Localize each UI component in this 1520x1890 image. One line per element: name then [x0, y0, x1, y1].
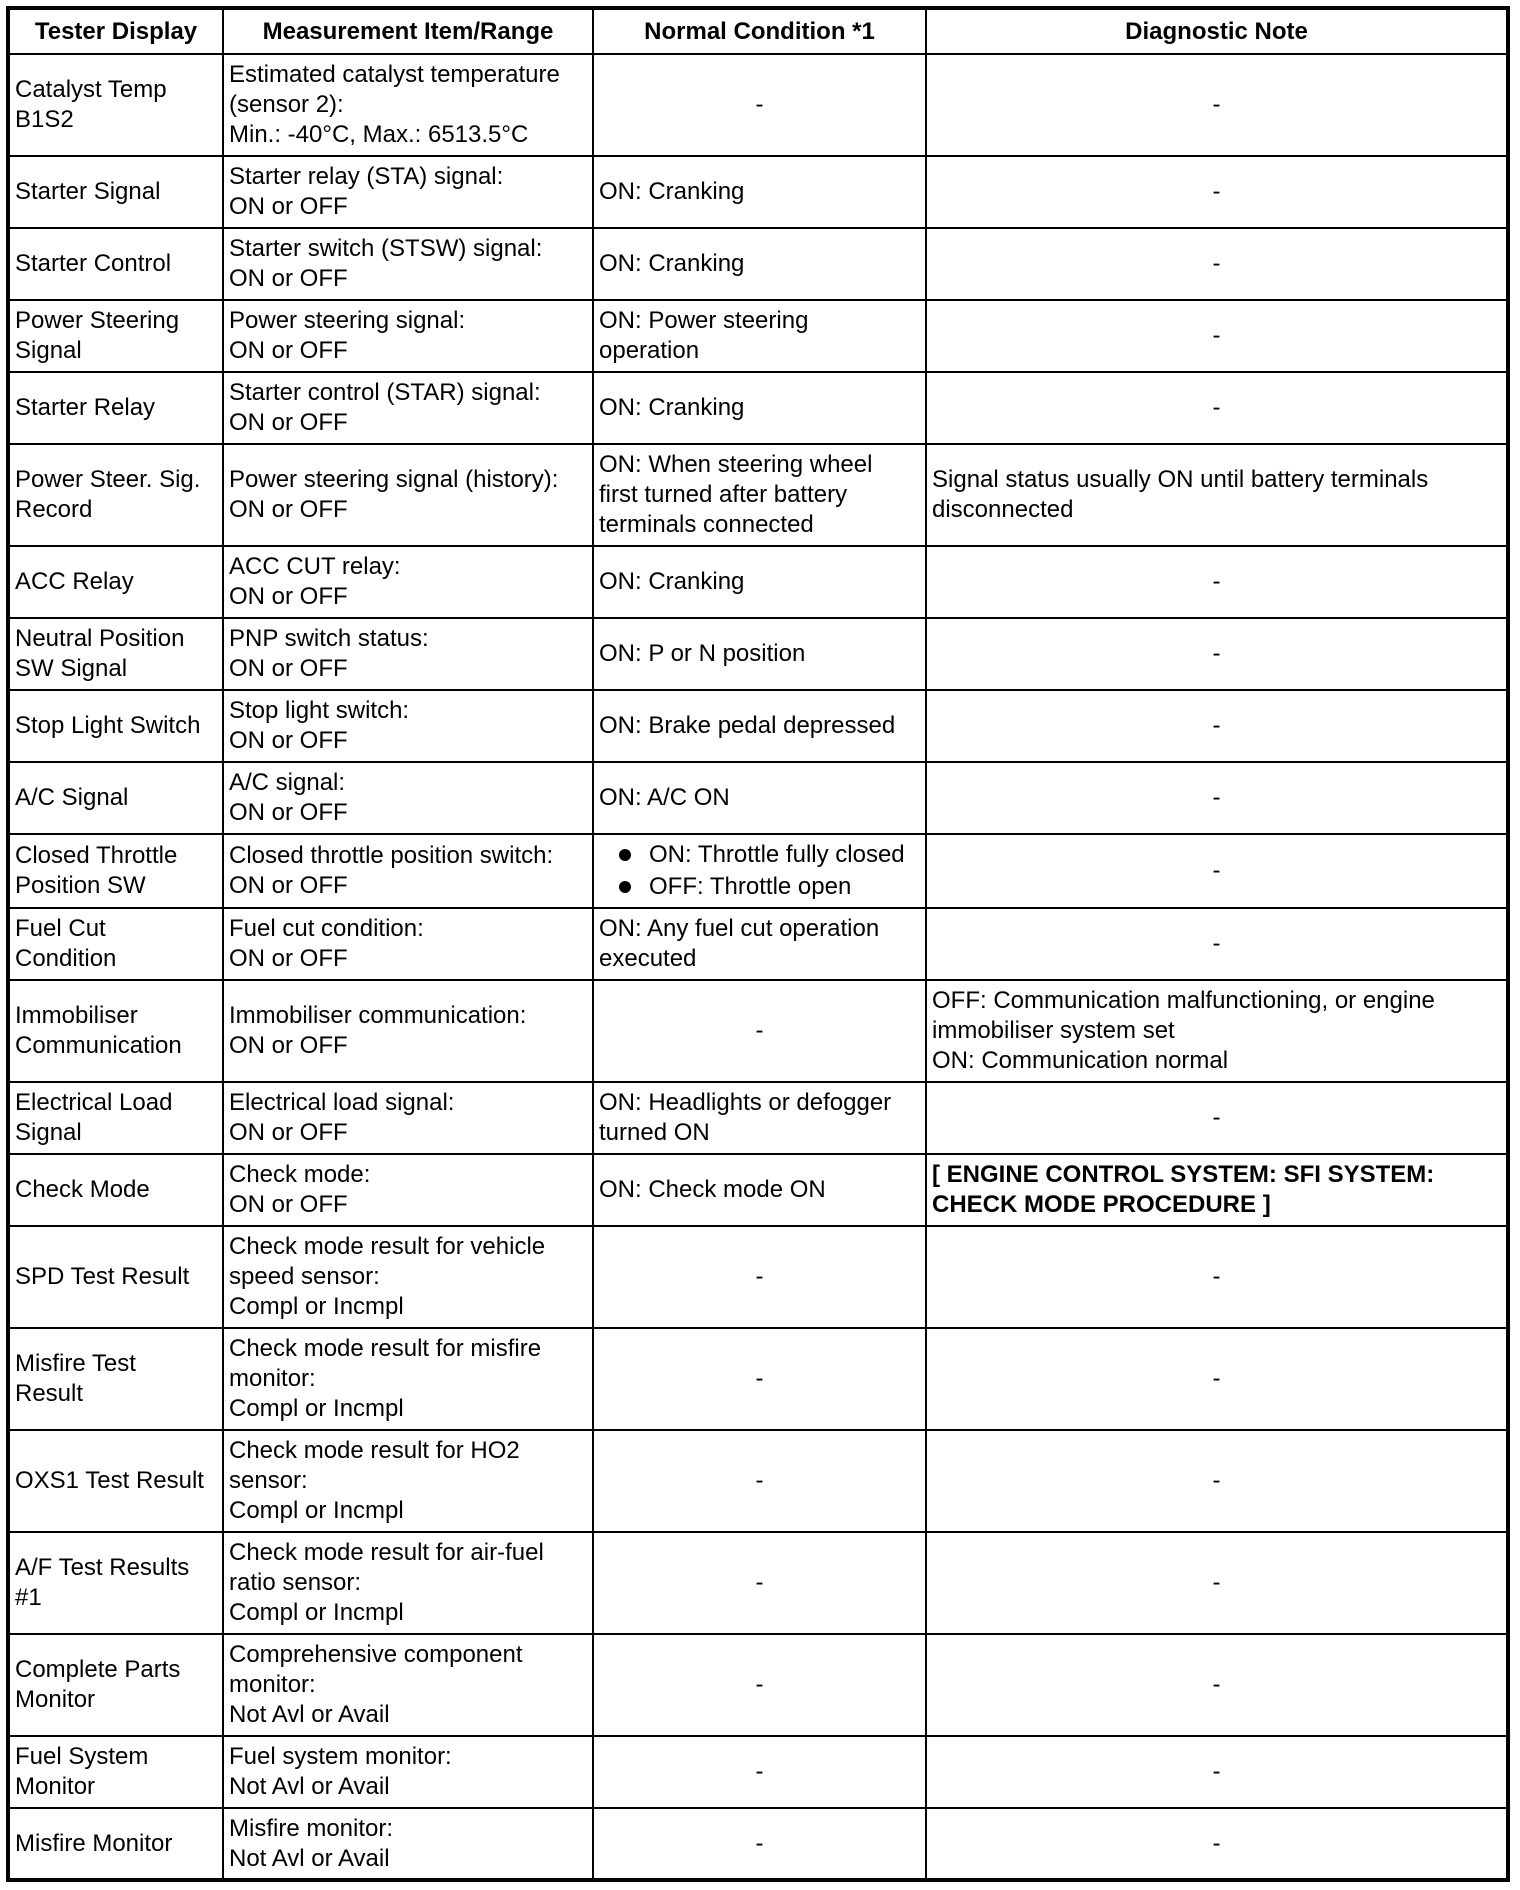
normal-condition-cell: - [593, 1226, 926, 1328]
diagnostic-note-cell: - [926, 228, 1508, 300]
measurement-cell: Estimated catalyst temperature (sensor 2): Min.: -40°C, Max.: 6513.5°C [223, 54, 593, 156]
measurement-cell: Check mode: ON or OFF [223, 1154, 593, 1226]
tester-display-cell: A/F Test Results #1 [8, 1532, 223, 1634]
tester-display-cell: Starter Control [8, 228, 223, 300]
tester-display-cell: Starter Signal [8, 156, 223, 228]
diagnostic-note-cell: - [926, 1736, 1508, 1808]
diagnostic-note-cell: - [926, 690, 1508, 762]
measurement-cell: Stop light switch: ON or OFF [223, 690, 593, 762]
diagnostic-note-cell: - [926, 908, 1508, 980]
normal-condition-cell: ON: Any fuel cut operation executed [593, 908, 926, 980]
table-row [8, 1736, 1508, 1808]
diagnostic-note-cell: - [926, 1226, 1508, 1328]
header-normal-condition: Normal Condition *1 [593, 8, 926, 54]
measurement-cell: ACC CUT relay: ON or OFF [223, 546, 593, 618]
normal-condition-cell: ON: P or N position [593, 618, 926, 690]
measurement-cell: Check mode result for air-fuel ratio sensor: Compl or Incmpl [223, 1532, 593, 1634]
diagnostic-note-cell: - [926, 762, 1508, 834]
measurement-cell: Comprehensive component monitor: Not Avl or Avail [223, 1634, 593, 1736]
header-row [8, 8, 1508, 54]
normal-condition-cell: - [593, 1430, 926, 1532]
tester-display-cell: SPD Test Result [8, 1226, 223, 1328]
normal-condition-cell: - [593, 1328, 926, 1430]
table-row [8, 546, 1508, 618]
diagnostic-note-cell: - [926, 1430, 1508, 1532]
table-row [8, 1226, 1508, 1328]
measurement-cell: Check mode result for misfire monitor: Compl or Incmpl [223, 1328, 593, 1430]
normal-condition-cell: ON: Cranking [593, 372, 926, 444]
tester-display-cell: Check Mode [8, 1154, 223, 1226]
diagnostic-note-cell: - [926, 1082, 1508, 1154]
table-row [8, 54, 1508, 156]
normal-condition-cell: ON: A/C ON [593, 762, 926, 834]
measurement-cell: Fuel system monitor: Not Avl or Avail [223, 1736, 593, 1808]
diagnostic-note-cell: - [926, 546, 1508, 618]
table-row [8, 444, 1508, 546]
diagnostic-note-cell: - [926, 1808, 1508, 1880]
normal-condition-cell: ON: Cranking [593, 546, 926, 618]
measurement-cell: Immobiliser communication: ON or OFF [223, 980, 593, 1082]
diagnostic-note-cell: - [926, 834, 1508, 908]
tester-display-cell: Fuel System Monitor [8, 1736, 223, 1808]
table-row [8, 1532, 1508, 1634]
bullet-item: OFF: Throttle open [619, 871, 920, 903]
tester-display-cell: Immobiliser Communication [8, 980, 223, 1082]
diagnostic-note-cell: - [926, 372, 1508, 444]
header-measurement-item: Measurement Item/Range [223, 8, 593, 54]
bullet-item: ON: Throttle fully closed [619, 839, 920, 871]
normal-condition-cell: - [593, 54, 926, 156]
diagnostic-note-cell: OFF: Communication malfunctioning, or engine immobiliser system set ON: Communication normal [926, 980, 1508, 1082]
tester-display-cell: Electrical Load Signal [8, 1082, 223, 1154]
measurement-cell: Closed throttle position switch: ON or OFF [223, 834, 593, 908]
diagnostic-note-cell: - [926, 54, 1508, 156]
measurement-cell: Misfire monitor: Not Avl or Avail [223, 1808, 593, 1880]
normal-condition-cell: ON: Cranking [593, 156, 926, 228]
table-row [8, 1328, 1508, 1430]
diagnostic-note-cell: - [926, 618, 1508, 690]
measurement-cell: PNP switch status: ON or OFF [223, 618, 593, 690]
normal-condition-cell: - [593, 1808, 926, 1880]
normal-condition-cell [593, 834, 926, 908]
diagnostic-note-cell: Signal status usually ON until battery terminals disconnected [926, 444, 1508, 546]
diagnostic-note-link[interactable]: [ ENGINE CONTROL SYSTEM: SFI SYSTEM: CHECK MODE PROCEDURE ] [926, 1154, 1508, 1226]
table-row [8, 690, 1508, 762]
diagnostic-note-cell: - [926, 1634, 1508, 1736]
diagnostic-note-cell: - [926, 300, 1508, 372]
normal-condition-cell: ON: Headlights or defogger turned ON [593, 1082, 926, 1154]
normal-condition-cell: ON: Power steering operation [593, 300, 926, 372]
tester-display-cell: Closed Throttle Position SW [8, 834, 223, 908]
measurement-cell: Fuel cut condition: ON or OFF [223, 908, 593, 980]
normal-condition-cell: - [593, 1736, 926, 1808]
bullet-icon [619, 849, 631, 861]
measurement-cell: Power steering signal: ON or OFF [223, 300, 593, 372]
tester-display-cell: Neutral Position SW Signal [8, 618, 223, 690]
table-row [8, 834, 1508, 908]
tester-display-cell: Power Steering Signal [8, 300, 223, 372]
normal-condition-cell: ON: Brake pedal depressed [593, 690, 926, 762]
tester-display-cell: Power Steer. Sig. Record [8, 444, 223, 546]
diagnostic-note-cell: - [926, 1328, 1508, 1430]
measurement-cell: Starter switch (STSW) signal: ON or OFF [223, 228, 593, 300]
normal-condition-cell: ON: Check mode ON [593, 1154, 926, 1226]
measurement-cell: Starter control (STAR) signal: ON or OFF [223, 372, 593, 444]
table-row [8, 300, 1508, 372]
tester-display-cell: Starter Relay [8, 372, 223, 444]
table-row [8, 762, 1508, 834]
normal-condition-bullets [599, 839, 920, 903]
measurement-cell: Check mode result for vehicle speed sensor: Compl or Incmpl [223, 1226, 593, 1328]
tester-display-cell: Stop Light Switch [8, 690, 223, 762]
tester-display-cell: Misfire Test Result [8, 1328, 223, 1430]
tester-display-cell: A/C Signal [8, 762, 223, 834]
header-diagnostic-note: Diagnostic Note [926, 8, 1508, 54]
tester-display-cell: ACC Relay [8, 546, 223, 618]
measurement-cell: A/C signal: ON or OFF [223, 762, 593, 834]
tester-display-cell: Fuel Cut Condition [8, 908, 223, 980]
tester-display-cell: Misfire Monitor [8, 1808, 223, 1880]
measurement-cell: Check mode result for HO2 sensor: Compl or Incmpl [223, 1430, 593, 1532]
tester-display-cell: Catalyst Temp B1S2 [8, 54, 223, 156]
normal-condition-cell: - [593, 1634, 926, 1736]
normal-condition-cell: - [593, 980, 926, 1082]
table-row [8, 1430, 1508, 1532]
diagnostic-note-cell: - [926, 156, 1508, 228]
table-row [8, 228, 1508, 300]
tester-data-table [6, 6, 1510, 1882]
measurement-cell: Power steering signal (history): ON or OFF [223, 444, 593, 546]
diagnostic-note-cell: - [926, 1532, 1508, 1634]
table-row [8, 980, 1508, 1082]
table-row [8, 1808, 1508, 1880]
normal-condition-cell: - [593, 1532, 926, 1634]
measurement-cell: Starter relay (STA) signal: ON or OFF [223, 156, 593, 228]
table-row [8, 618, 1508, 690]
header-tester-display: Tester Display [8, 8, 223, 54]
table-row [8, 1634, 1508, 1736]
table-row [8, 1082, 1508, 1154]
bullet-icon [619, 881, 631, 893]
normal-condition-cell: ON: Cranking [593, 228, 926, 300]
table-row [8, 908, 1508, 980]
table-row [8, 1154, 1508, 1226]
table-row [8, 156, 1508, 228]
normal-condition-cell: ON: When steering wheel first turned after battery terminals connected [593, 444, 926, 546]
table-row [8, 372, 1508, 444]
tester-display-cell: OXS1 Test Result [8, 1430, 223, 1532]
tester-display-cell: Complete Parts Monitor [8, 1634, 223, 1736]
measurement-cell: Electrical load signal: ON or OFF [223, 1082, 593, 1154]
